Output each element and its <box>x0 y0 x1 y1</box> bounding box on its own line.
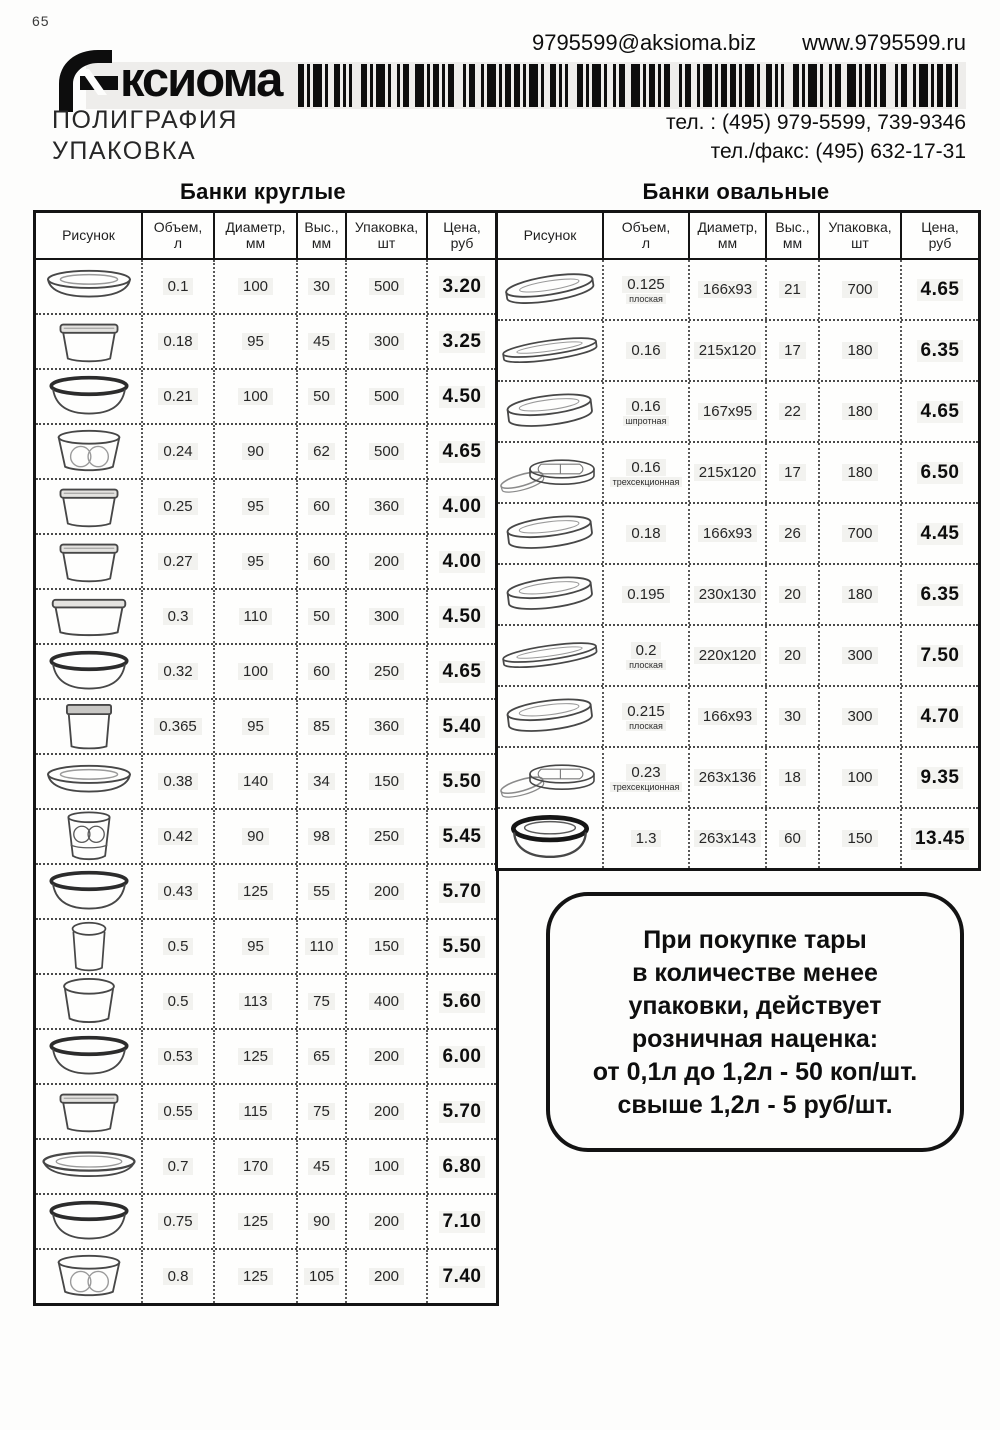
cell-diameter: 230x130 <box>688 565 765 624</box>
column-header: Объем, л <box>141 213 213 258</box>
cell-pack: 300 <box>345 315 426 368</box>
cell-price: 4.65 <box>900 260 978 319</box>
cell-diameter: 100 <box>213 370 296 423</box>
cell-price: 4.45 <box>900 504 978 563</box>
table-row <box>498 685 978 746</box>
note-line: упаковки, действует <box>628 992 882 1020</box>
cell-price: 7.40 <box>426 1250 496 1303</box>
cell-price: 9.35 <box>900 748 978 807</box>
cell-volume: 0.32 <box>141 645 213 698</box>
tagline-poligrafiya: ПОЛИГРАФИЯ <box>52 106 238 134</box>
jar-flat-round-icon <box>36 260 141 313</box>
page-number: 65 <box>32 13 50 29</box>
table-row <box>36 698 496 753</box>
cell-diameter: 95 <box>213 700 296 753</box>
cell-volume: 1.3 <box>602 809 688 868</box>
contact-website: www.9795599.ru <box>802 30 966 55</box>
cell-height: 30 <box>296 260 345 313</box>
jar-cup-lid-icon <box>36 975 141 1028</box>
cell-diameter: 95 <box>213 920 296 973</box>
jar-tub-lid-icon <box>36 1085 141 1138</box>
cell-volume: 0.25 <box>141 480 213 533</box>
cell-diameter: 263x136 <box>688 748 765 807</box>
cell-height: 20 <box>765 626 818 685</box>
cell-height: 75 <box>296 975 345 1028</box>
cell-pack: 200 <box>345 865 426 918</box>
cell-height: 45 <box>296 315 345 368</box>
cell-diameter: 170 <box>213 1140 296 1193</box>
table-row <box>36 643 496 698</box>
oval-jars-table <box>495 210 981 871</box>
cell-pack: 250 <box>345 810 426 863</box>
cell-pack: 700 <box>818 504 900 563</box>
jar-oval-thick-icon <box>498 565 602 624</box>
oval-jars-table-title: Банки овальные <box>642 179 830 204</box>
jar-oval-thick-icon <box>498 504 602 563</box>
cell-diameter: 140 <box>213 755 296 808</box>
cell-price: 5.45 <box>426 810 496 863</box>
cell-price: 7.50 <box>900 626 978 685</box>
cell-price: 5.50 <box>426 920 496 973</box>
cell-height: 34 <box>296 755 345 808</box>
cell-diameter: 166x93 <box>688 504 765 563</box>
round-jars-table <box>33 210 499 1306</box>
cell-price: 6.35 <box>900 321 978 380</box>
cell-price: 6.50 <box>900 443 978 502</box>
table-row <box>498 260 978 319</box>
jar-bowl-icon <box>36 865 141 918</box>
cell-height: 26 <box>765 504 818 563</box>
table-row <box>498 624 978 685</box>
cell-price: 5.50 <box>426 755 496 808</box>
table-row <box>36 313 496 368</box>
jar-oval-trisect-icon <box>498 748 602 807</box>
column-header: Диаметр, мм <box>213 213 296 258</box>
cell-height: 17 <box>765 443 818 502</box>
cell-pack: 100 <box>818 748 900 807</box>
cell-price: 5.70 <box>426 1085 496 1138</box>
column-header: Упаковка, шт <box>818 213 900 258</box>
cell-height: 21 <box>765 260 818 319</box>
cell-volume: 0.1 <box>141 260 213 313</box>
table-row <box>498 563 978 624</box>
jar-oval-long-icon <box>498 626 602 685</box>
cell-price: 13.45 <box>900 809 978 868</box>
cell-pack: 180 <box>818 321 900 380</box>
cell-height: 105 <box>296 1250 345 1303</box>
cell-pack: 180 <box>818 443 900 502</box>
cell-diameter: 125 <box>213 1030 296 1083</box>
cell-diameter: 95 <box>213 315 296 368</box>
cell-pack: 300 <box>345 590 426 643</box>
barcode-image <box>298 64 964 107</box>
contact-line <box>532 30 966 56</box>
table-row <box>36 368 496 423</box>
cell-volume: 0.18 <box>602 504 688 563</box>
jar-tub-lid-icon <box>36 480 141 533</box>
table-row <box>36 533 496 588</box>
cell-volume: 0.125 плоская <box>602 260 688 319</box>
jar-plate-wide-icon <box>36 1140 141 1193</box>
cell-pack: 150 <box>345 755 426 808</box>
jar-oval-long-icon <box>498 321 602 380</box>
cell-pack: 150 <box>345 920 426 973</box>
table-header-row <box>36 213 496 260</box>
jar-tub-lid-icon <box>36 315 141 368</box>
cell-volume: 0.3 <box>141 590 213 643</box>
cell-height: 98 <box>296 810 345 863</box>
cell-diameter: 90 <box>213 425 296 478</box>
cell-price: 4.65 <box>426 645 496 698</box>
note-line: розничная наценка: <box>631 1025 879 1053</box>
cell-diameter: 95 <box>213 535 296 588</box>
cell-price: 6.35 <box>900 565 978 624</box>
cell-diameter: 263x143 <box>688 809 765 868</box>
cell-pack: 500 <box>345 260 426 313</box>
table-row <box>498 319 978 380</box>
cell-volume: 0.21 <box>141 370 213 423</box>
cell-volume: 0.16 трехсекционная <box>602 443 688 502</box>
cell-volume: 0.55 <box>141 1085 213 1138</box>
cell-volume: 0.215 плоская <box>602 687 688 746</box>
jar-tub-wide-icon <box>36 590 141 643</box>
cell-diameter: 167x95 <box>688 382 765 441</box>
cell-volume: 0.53 <box>141 1030 213 1083</box>
table-row <box>498 441 978 502</box>
contact-phone-fax: тел./факс: (495) 632-17-31 <box>710 140 966 163</box>
cell-height: 60 <box>765 809 818 868</box>
cell-pack: 100 <box>345 1140 426 1193</box>
cell-volume: 0.2 плоская <box>602 626 688 685</box>
cell-diameter: 100 <box>213 645 296 698</box>
table-row <box>36 863 496 918</box>
cell-price: 3.20 <box>426 260 496 313</box>
cell-price: 3.25 <box>426 315 496 368</box>
table-row <box>36 918 496 973</box>
cell-height: 60 <box>296 645 345 698</box>
cell-pack: 400 <box>345 975 426 1028</box>
cell-volume: 0.42 <box>141 810 213 863</box>
cell-height: 65 <box>296 1030 345 1083</box>
table-row <box>498 746 978 807</box>
cell-volume: 0.75 <box>141 1195 213 1248</box>
tagline-upakovka: УПАКОВКА <box>52 137 197 165</box>
cell-height: 62 <box>296 425 345 478</box>
jar-oval-thick-icon <box>498 382 602 441</box>
note-line: При покупке тары <box>643 926 867 954</box>
cell-pack: 250 <box>345 645 426 698</box>
cell-diameter: 215x120 <box>688 443 765 502</box>
cell-price: 4.00 <box>426 480 496 533</box>
table-row <box>36 1193 496 1248</box>
note-line: свыше 1,2л - 5 руб/шт. <box>617 1091 893 1119</box>
retail-markup-note <box>546 892 964 1152</box>
jar-oval-flat-icon <box>498 260 602 319</box>
cell-volume: 0.7 <box>141 1140 213 1193</box>
cell-diameter: 110 <box>213 590 296 643</box>
cell-pack: 300 <box>818 687 900 746</box>
cell-pack: 200 <box>345 1085 426 1138</box>
cell-price: 4.00 <box>426 535 496 588</box>
cell-pack: 180 <box>818 382 900 441</box>
cell-height: 55 <box>296 865 345 918</box>
cell-height: 75 <box>296 1085 345 1138</box>
column-header: Упаковка, шт <box>345 213 426 258</box>
cell-diameter: 215x120 <box>688 321 765 380</box>
jar-cup-pattern-icon <box>36 425 141 478</box>
cell-diameter: 125 <box>213 1250 296 1303</box>
table-row <box>36 423 496 478</box>
table-row <box>36 588 496 643</box>
contact-email: 9795599@aksioma.biz <box>531 30 757 55</box>
cell-price: 5.70 <box>426 865 496 918</box>
brand-name: ксиома <box>120 53 282 107</box>
jar-cup-tall-pattern-icon <box>36 810 141 863</box>
table-row <box>498 807 978 868</box>
cell-pack: 500 <box>345 425 426 478</box>
cell-price: 5.60 <box>426 975 496 1028</box>
cell-price: 4.65 <box>900 382 978 441</box>
cell-height: 60 <box>296 480 345 533</box>
cell-pack: 360 <box>345 700 426 753</box>
cell-diameter: 95 <box>213 480 296 533</box>
table-row <box>36 753 496 808</box>
cell-height: 50 <box>296 370 345 423</box>
cell-height: 30 <box>765 687 818 746</box>
jar-oval-trisect-icon <box>498 443 602 502</box>
aksioma-logo-icon <box>56 48 120 112</box>
table-row <box>36 260 496 313</box>
cell-price: 4.50 <box>426 590 496 643</box>
cell-volume: 0.43 <box>141 865 213 918</box>
cell-diameter: 125 <box>213 865 296 918</box>
jar-bowl-icon <box>36 645 141 698</box>
column-header: Рисунок <box>523 226 577 243</box>
contact-phone: тел. : (495) 979-5599, 739-9346 <box>666 111 966 134</box>
column-header: Выс., мм <box>765 213 818 258</box>
table-row <box>36 1083 496 1138</box>
cell-height: 17 <box>765 321 818 380</box>
table-row <box>498 502 978 563</box>
cell-price: 4.70 <box>900 687 978 746</box>
cell-volume: 0.195 <box>602 565 688 624</box>
cell-pack: 700 <box>818 260 900 319</box>
cell-pack: 200 <box>345 535 426 588</box>
cell-diameter: 115 <box>213 1085 296 1138</box>
cell-volume: 0.8 <box>141 1250 213 1303</box>
cell-volume: 0.16 шпротная <box>602 382 688 441</box>
column-header: Цена, руб <box>900 213 978 258</box>
table-row <box>36 973 496 1028</box>
cell-price: 7.10 <box>426 1195 496 1248</box>
cell-volume: 0.23 трехсекционная <box>602 748 688 807</box>
cell-pack: 200 <box>345 1250 426 1303</box>
jar-bowl-icon <box>36 1195 141 1248</box>
table-row <box>36 808 496 863</box>
cell-volume: 0.27 <box>141 535 213 588</box>
cell-pack: 180 <box>818 565 900 624</box>
jar-oval-deep-icon <box>498 809 602 868</box>
cell-volume: 0.5 <box>141 975 213 1028</box>
cell-diameter: 125 <box>213 1195 296 1248</box>
cell-pack: 500 <box>345 370 426 423</box>
column-header: Рисунок <box>62 226 115 243</box>
cell-volume: 0.24 <box>141 425 213 478</box>
table-row <box>36 1138 496 1193</box>
round-jars-table-title: Банки круглые <box>180 179 346 204</box>
cell-diameter: 220x120 <box>688 626 765 685</box>
cell-volume: 0.5 <box>141 920 213 973</box>
cell-diameter: 113 <box>213 975 296 1028</box>
cell-height: 90 <box>296 1195 345 1248</box>
column-header: Диаметр, мм <box>688 213 765 258</box>
jar-bowl-icon <box>36 1030 141 1083</box>
cell-diameter: 100 <box>213 260 296 313</box>
cell-height: 60 <box>296 535 345 588</box>
cell-height: 22 <box>765 382 818 441</box>
cell-volume: 0.16 <box>602 321 688 380</box>
table-row <box>36 1028 496 1083</box>
cell-pack: 200 <box>345 1030 426 1083</box>
cell-price: 4.50 <box>426 370 496 423</box>
cell-height: 85 <box>296 700 345 753</box>
note-line: от 0,1л до 1,2л - 50 коп/шт. <box>592 1058 918 1086</box>
cell-price: 4.65 <box>426 425 496 478</box>
table-header-row <box>498 213 978 260</box>
jar-flat-round-icon <box>36 755 141 808</box>
cell-height: 50 <box>296 590 345 643</box>
cell-diameter: 90 <box>213 810 296 863</box>
cell-height: 110 <box>296 920 345 973</box>
cell-pack: 360 <box>345 480 426 533</box>
jar-oval-thick-icon <box>498 687 602 746</box>
cell-height: 18 <box>765 748 818 807</box>
table-row <box>36 478 496 533</box>
column-header: Цена, руб <box>426 213 496 258</box>
cell-price: 6.00 <box>426 1030 496 1083</box>
note-line: в количестве менее <box>632 959 878 987</box>
jar-bowl-icon <box>36 370 141 423</box>
jar-cup-tall-icon <box>36 920 141 973</box>
cell-height: 45 <box>296 1140 345 1193</box>
column-header: Выс., мм <box>296 213 345 258</box>
cell-diameter: 166x93 <box>688 687 765 746</box>
column-header: Объем, л <box>602 213 688 258</box>
jar-bucket-icon <box>36 700 141 753</box>
cell-volume: 0.18 <box>141 315 213 368</box>
cell-price: 5.40 <box>426 700 496 753</box>
jar-tub-lid-icon <box>36 535 141 588</box>
cell-pack: 300 <box>818 626 900 685</box>
table-row <box>36 1248 496 1303</box>
cell-price: 6.80 <box>426 1140 496 1193</box>
cell-volume: 0.365 <box>141 700 213 753</box>
cell-height: 20 <box>765 565 818 624</box>
jar-cup-pattern-icon <box>36 1250 141 1303</box>
cell-pack: 200 <box>345 1195 426 1248</box>
cell-diameter: 166x93 <box>688 260 765 319</box>
cell-pack: 150 <box>818 809 900 868</box>
cell-volume: 0.38 <box>141 755 213 808</box>
table-row <box>498 380 978 441</box>
